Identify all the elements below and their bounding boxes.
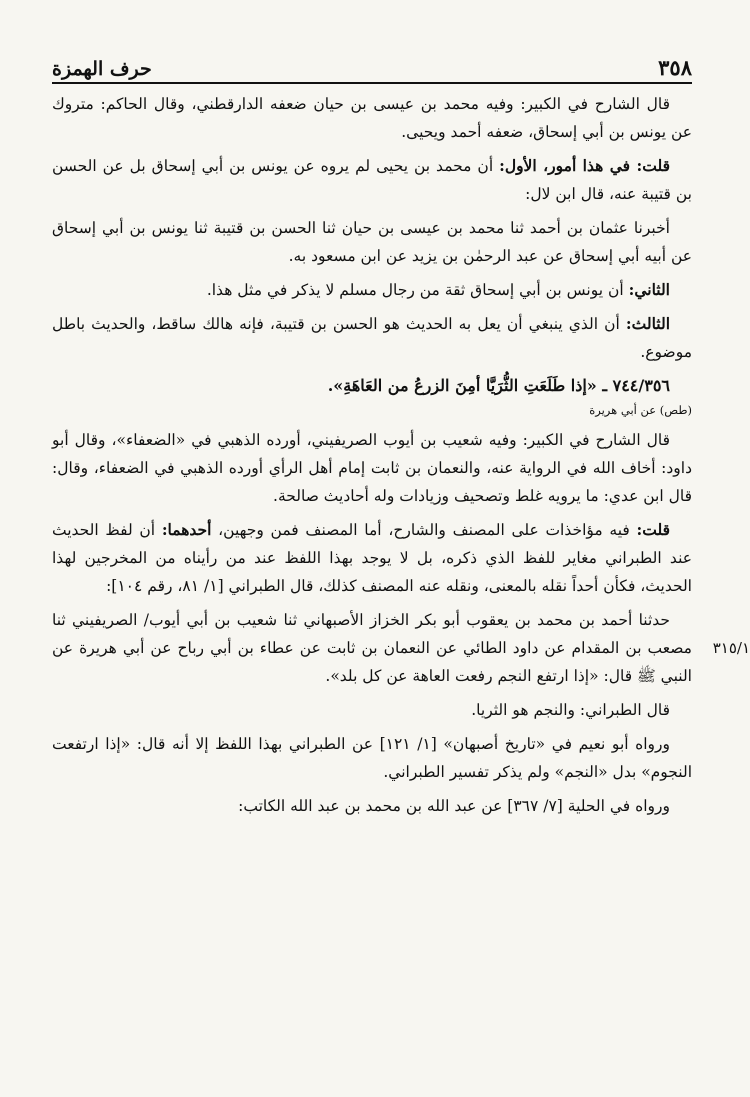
paragraph: قال الطبراني: والنجم هو الثريا. [471, 701, 670, 719]
paragraph: ورواه في الحلية [٧/ ٣٦٧] عن عبد الله بن محمد بن عبد الله الكاتب: [238, 797, 670, 815]
paragraph-text: أن لفظ الحديث عند الطبراني مغاير للفظ الذي ذكره، بل لا يوجد بهذا اللفظ عند من رأيناه من المخرجين لهذا الحديث، فكأن أحداً نقله بالمعنى، ونقله عنه المصنف كذلك، قال الطبراني [١/ ٨١، رقم ١٠٤]: [52, 521, 692, 595]
page [52, 50, 750, 826]
paragraph-text: أن يونس بن أبي إسحاق ثقة من رجال مسلم لا يذكر في مثل هذا. [206, 281, 629, 299]
paragraph-lead: قلت: [636, 520, 671, 539]
paragraph-lead: قلت: في هذا أمور، الأول: [499, 156, 670, 175]
page-number: ٣٥٨ [658, 55, 692, 80]
paragraph: حدثنا أحمد بن محمد بن يعقوب أبو بكر الخزاز الأصبهاني ثنا شعيب بن أبي أيوب/ الصريفيني ثنا مصعب بن المقدام عن داود الطائي عن النعمان بن ثابت عن عطاء بن أبي رباح عن أبي هريرة عن النبي ﷺ قال: «إذا ارتفع النجم رفعت العاهة عن كل بلد». [52, 611, 692, 685]
chapter-title: حرف الهمزة [52, 58, 152, 80]
page-body [52, 90, 750, 820]
paragraph-with-margin [52, 606, 750, 690]
paragraph: قال الشارح في الكبير: وفيه شعيب بن أيوب الصريفيني، أورده الذهبي في «الضعفاء»، وقال أبو داود: أخاف الله في الرواية عنه، والنعمان بن ثابت إمام أهل الرأي أورده الذهبي في الضعفاء، وقال: قال ابن عدي: ما يرويه غلط وتصحيف وزيادات وله أحاديث صالحة. [52, 431, 692, 505]
hadith-source: (طص) عن أبي هريرة [589, 403, 692, 417]
paragraph: ورواه أبو نعيم في «تاريخ أصبهان» [١/ ١٢١] عن الطبراني بهذا اللفظ إلا أنه قال: «إذا ارتفعت النجوم» بدل «النجم» ولم يذكر تفسير الطبراني. [52, 735, 692, 781]
paragraph [52, 310, 692, 366]
paragraph [52, 276, 692, 304]
paragraph: قال الشارح في الكبير: وفيه محمد بن عيسى بن حيان ضعفه الدارقطني، وقال الحاكم: متروك عن يونس بن أبي إسحاق، ضعفه أحمد ويحيى. [52, 95, 692, 141]
page-header [52, 50, 692, 84]
paragraph-text: أن محمد بن يحيى لم يروه عن يونس بن أبي إسحاق بل عن الحسن بن قتيبة عنه، قال ابن لال: [52, 157, 692, 203]
paragraph-lead: الثاني: [628, 280, 670, 299]
hadith-title: ٧٤٤/٣٥٦ ـ «إذا طَلَعَتِ الثُّرَيَّا أمِنَ الزرعُ من العَاهَةِ». [327, 376, 670, 395]
paragraph-text: أن الذي ينبغي أن يعل به الحديث هو الحسن بن قتيبة، فإنه هالك ساقط، والحديث باطل موضوع. [52, 315, 692, 361]
paragraph [52, 516, 692, 600]
margin-reference: ٣١٥/١ [712, 639, 750, 657]
paragraph [52, 152, 692, 208]
paragraph-lead: أحدهما: [161, 520, 212, 539]
paragraph-text: فيه مؤاخذات على المصنف والشارح، أما المصنف فمن وجهين، [218, 521, 637, 539]
paragraph-lead: الثالث: [625, 314, 670, 333]
paragraph: أخبرنا عثمان بن أحمد ثنا محمد بن عيسى بن حيان ثنا الحسن بن قتيبة ثنا يونس بن أبي إسحاق عن أبيه أبي إسحاق عن عبد الرحمٰن بن يزيد عن ابن مسعود به. [52, 219, 692, 265]
